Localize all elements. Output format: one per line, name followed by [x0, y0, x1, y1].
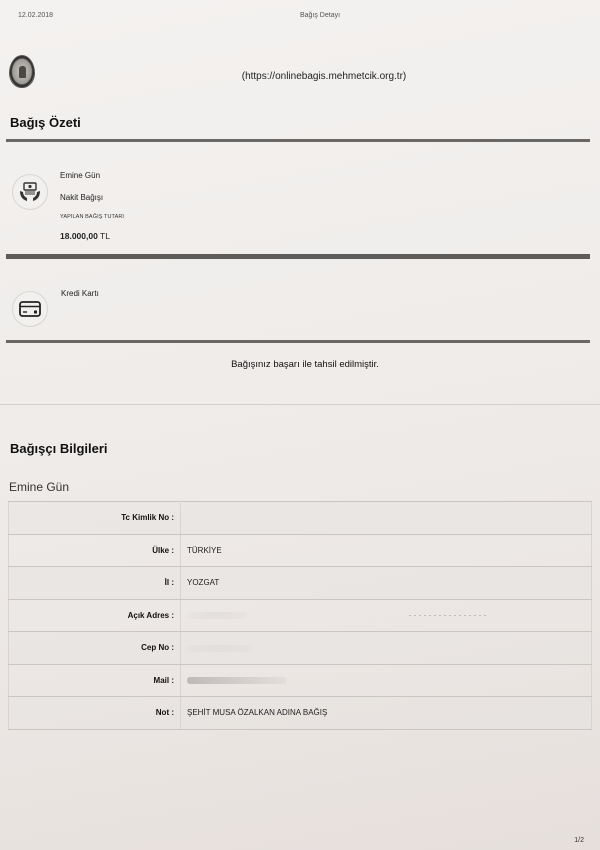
donor-info-table	[8, 501, 592, 730]
print-date: 12.02.2018	[18, 12, 54, 19]
amount-value: 18.000,00	[60, 231, 98, 241]
donor-name: Emine Gün	[9, 480, 70, 494]
row-value-redacted	[181, 599, 592, 632]
row-value-redacted	[181, 664, 592, 697]
redacted-email	[187, 677, 287, 684]
table-row-not	[9, 697, 592, 730]
row-value: TÜRKİYE	[181, 534, 592, 567]
summary-donor-name: Emine Gün	[60, 171, 101, 180]
row-label: Tc Kimlik No :	[9, 502, 181, 535]
row-label: Ülke :	[9, 534, 181, 567]
payment-method: Kredi Kartı	[61, 289, 99, 298]
status-divider	[6, 340, 590, 343]
cash-in-hands-icon	[17, 179, 43, 205]
donation-icon-circle	[12, 174, 48, 210]
table-row-tc-kimlik	[9, 502, 592, 535]
table-row-ulke	[9, 534, 592, 567]
payment-icon-circle	[12, 291, 48, 327]
summary-donation-type: Nakit Bağışı	[60, 193, 104, 202]
print-title: Bağış Detayı	[299, 12, 341, 19]
credit-card-icon	[18, 299, 42, 319]
table-row-cep-no	[9, 632, 592, 665]
row-value: ŞEHİT MUSA ÖZALKAN ADINA BAĞIŞ	[181, 697, 592, 730]
table-row-il	[9, 567, 592, 600]
row-label: Cep No :	[9, 632, 181, 665]
row-value: YOZGAT	[181, 567, 592, 600]
redacted-address	[187, 612, 247, 619]
summary-amount-label: YAPILAN BAĞIŞ TUTARI	[60, 214, 125, 220]
amount-currency: TL	[100, 231, 110, 241]
row-label: Mail :	[9, 664, 181, 697]
status-bottom-divider	[0, 404, 600, 405]
redacted-phone	[187, 645, 252, 652]
summary-divider	[6, 139, 590, 142]
row-value-redacted	[181, 632, 592, 665]
summary-amount	[60, 231, 110, 241]
summary-title: Bağış Özeti	[10, 115, 81, 130]
table-row-mail	[9, 664, 592, 697]
row-value	[181, 502, 592, 535]
success-message: Bağışınız başarı ile tahsil edilmiştir.	[231, 359, 379, 370]
row-label: Not :	[9, 697, 181, 730]
page-number: 1/2	[574, 837, 584, 844]
payment-divider	[6, 254, 590, 259]
table-row-acik-adres	[9, 599, 592, 632]
site-url: (https://onlinebagis.mehmetcik.org.tr)	[241, 71, 407, 82]
donor-info-title: Bağışçı Bilgileri	[10, 441, 108, 456]
row-label: Açık Adres :	[9, 599, 181, 632]
print-header	[0, 10, 600, 24]
redacted-address-tail	[409, 615, 489, 616]
row-label: İl :	[9, 567, 181, 600]
